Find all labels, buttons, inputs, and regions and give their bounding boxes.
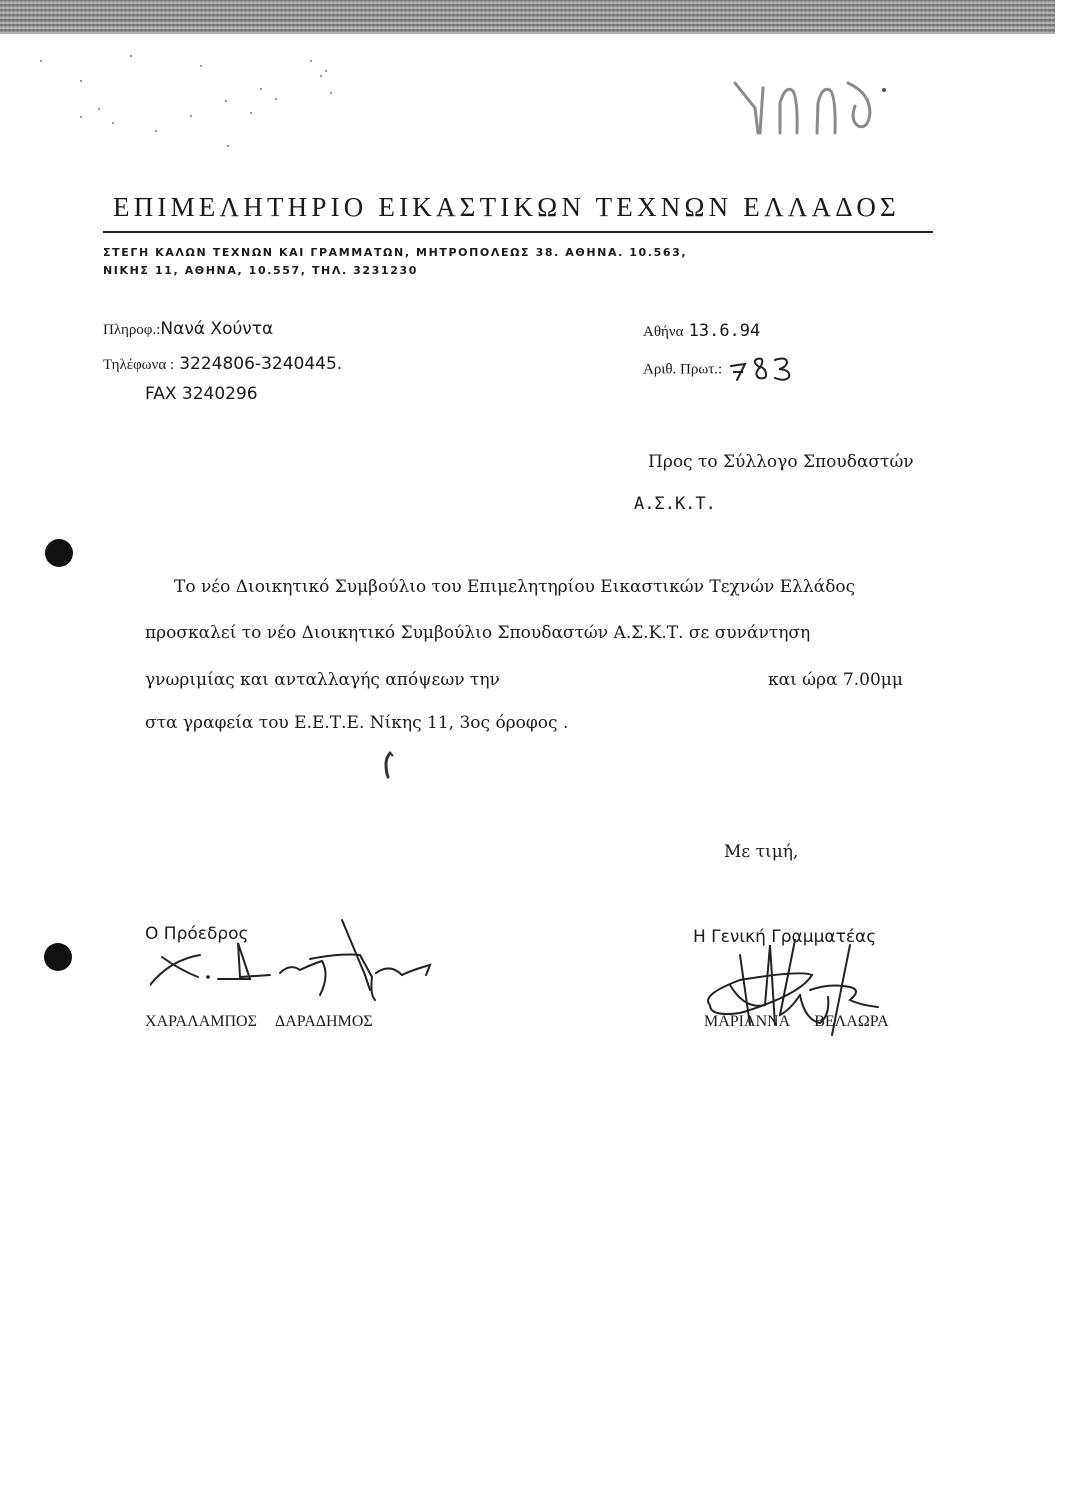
scan-speckles [20, 40, 400, 160]
body-line-2: προσκαλεί το νέο Διοικητικό Συμβούλιο Σπουδαστών Α.Σ.Κ.Τ. σε συνάντηση [145, 623, 811, 643]
signatory-name-secretary [704, 1013, 889, 1031]
fax-number: FAX 3240296 [145, 384, 258, 404]
contact-info [103, 319, 273, 339]
body-line-1: Το νέο Διοικητικό Συμβούλιο του Επιμελητηρίου Εικαστικών Τεχνών Ελλάδος [174, 577, 856, 597]
protocol-number-handwritten [727, 354, 807, 384]
signatory-title-president: Ο Πρόεδρος [145, 924, 249, 944]
punch-hole [45, 539, 73, 567]
contact-name: Νανά Χούντα [160, 319, 274, 339]
last-name: ΒΕΛΑΩΡΑ [814, 1013, 889, 1030]
closing: Με τιμή, [724, 842, 799, 862]
signature-president [150, 915, 450, 1015]
recipient-line-1: Προς το Σύλλογο Σπουδαστών [648, 452, 914, 472]
ink-mark [380, 750, 396, 780]
handwritten-note [730, 78, 910, 138]
address-line-2: ΝΙΚΗΣ 11, ΑΘΗΝΑ, 10.557, ΤΗΛ. 3231230 [103, 264, 418, 277]
phone-info [103, 354, 342, 374]
signatory-title-secretary: Η Γενική Γραμματέας [693, 927, 877, 947]
body-line-3-time: και ώρα 7.00μμ [768, 670, 903, 690]
protocol-line [643, 354, 807, 384]
body-line-3: γνωριμίας και ανταλλαγής απόψεων την [145, 670, 500, 690]
date-line [643, 321, 760, 341]
phone-label: Τηλέφωνα : [103, 357, 175, 373]
address-line-1: ΣΤΕΓΗ ΚΑΛΩΝ ΤΕΧΝΩΝ ΚΑΙ ΓΡΑΜΜΑΤΩΝ, ΜΗΤΡΟΠΟΛΕΩΣ 38. ΑΘΗΝΑ. 10.563, [103, 246, 688, 259]
contact-label: Πληροφ.: [103, 322, 161, 338]
first-name: ΜΑΡΙΑΝΝΑ [704, 1013, 791, 1030]
signatory-name-president [145, 1013, 373, 1031]
letterhead-rule [103, 231, 933, 233]
scan-artifact-bar [0, 0, 1055, 34]
date-value: 13.6.94 [688, 321, 761, 341]
place-label: Αθήνα [643, 324, 684, 340]
protocol-label: Αριθ. Πρωτ.: [643, 361, 723, 378]
recipient-line-2: Α.Σ.Κ.Τ. [634, 494, 716, 514]
punch-hole [44, 943, 72, 971]
body-line-4: στα γραφεία του Ε.Ε.Τ.Ε. Νίκης 11, 3ος όροφος . [145, 713, 569, 733]
last-name: ΔΑΡΑΔΗΜΟΣ [274, 1013, 373, 1030]
first-name: ΧΑΡΑΛΑΜΠΟΣ [145, 1013, 257, 1030]
phone-numbers: 3224806-3240445. [179, 354, 343, 374]
organization-name: ΕΠΙΜΕΛΗΤΗΡΙΟ ΕΙΚΑΣΤΙΚΩΝ ΤΕΧΝΩΝ ΕΛΛΑΔΟΣ [113, 192, 900, 222]
